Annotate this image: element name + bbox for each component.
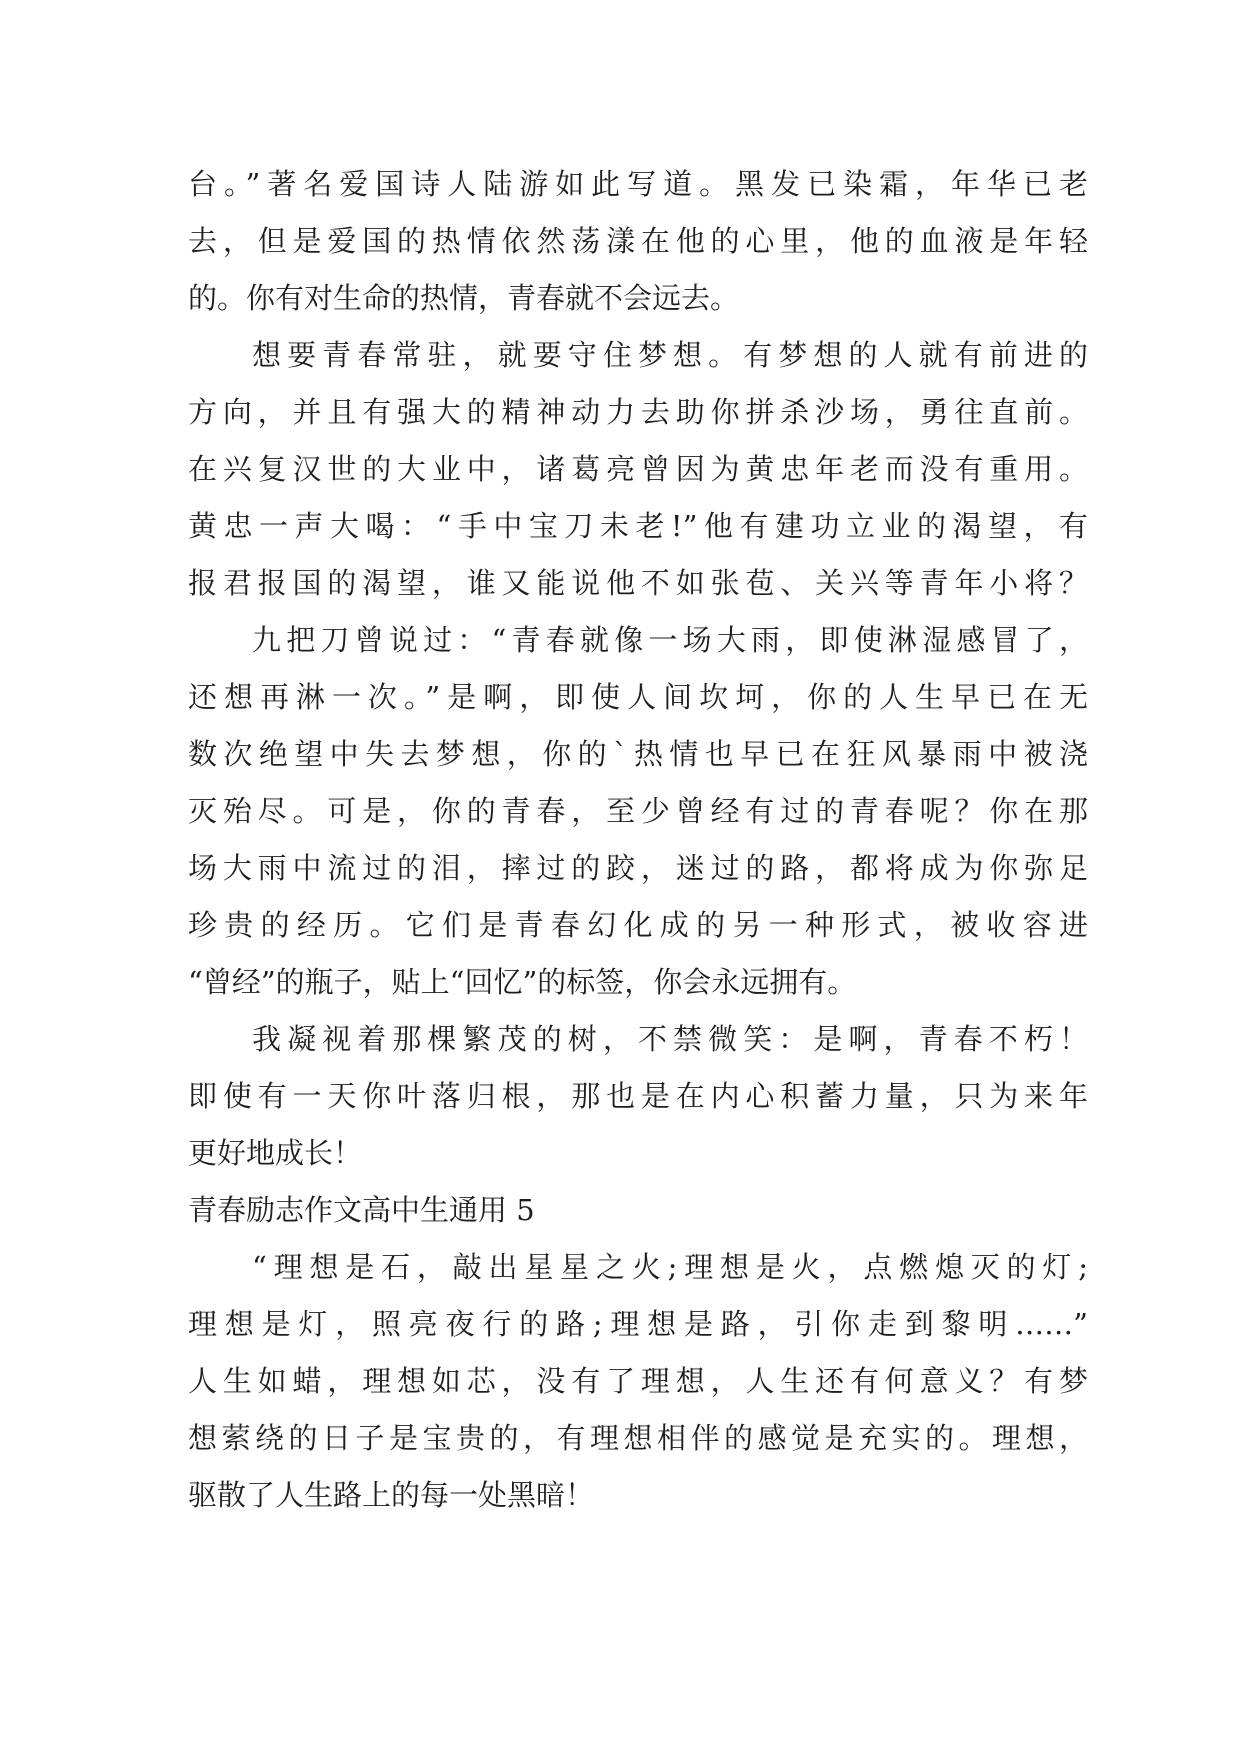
paragraph-line: 即使有一天你叶落归根，那也是在内心积蓄力量，只为来年 — [188, 1079, 1088, 1113]
paragraph-line: 想要青春常驻，就要守住梦想。有梦想的人就有前进的 — [252, 338, 1088, 372]
paragraph-line: 珍贵的经历。它们是青春幻化成的另一种形式，被收容进 — [188, 908, 1088, 942]
paragraph-line: 还想再淋一次。”是啊，即使人间坎坷，你的人生早已在无 — [188, 680, 1088, 714]
paragraph-line: 去，但是爱国的热情依然荡漾在他的心里，他的血液是年轻 — [188, 224, 1088, 258]
paragraph-line: “理想是石，敲出星星之火;理想是火，点燃熄灭的灯; — [252, 1250, 1088, 1284]
paragraph-line: 场大雨中流过的泪，摔过的跤，迷过的路，都将成为你弥足 — [188, 851, 1088, 885]
paragraph-4 — [188, 1011, 1088, 1182]
paragraph-line: 九把刀曾说过：“青春就像一场大雨，即使淋湿感冒了， — [252, 623, 1088, 657]
paragraph-line: “曾经”的瓶子，贴上“回忆”的标签，你会永远拥有。 — [188, 965, 857, 999]
paragraph-2 — [188, 327, 1088, 612]
paragraph-line: 方向，并且有强大的精神动力去助你拼杀沙场，勇往直前。 — [188, 395, 1088, 429]
paragraph-3 — [188, 612, 1088, 1011]
paragraph-1 — [188, 156, 1088, 327]
document-body — [188, 156, 1088, 1524]
paragraph-line: 灭殆尽。可是，你的青春，至少曾经有过的青春呢？你在那 — [188, 794, 1088, 828]
paragraph-line: 数次绝望中失去梦想，你的`热情也早已在狂风暴雨中被浇 — [188, 737, 1088, 771]
paragraph-line: 理想是灯，照亮夜行的路;理想是路，引你走到黎明……” — [188, 1307, 1088, 1341]
paragraph-line: 黄忠一声大喝：“手中宝刀未老!”他有建功立业的渴望，有 — [188, 509, 1088, 543]
paragraph-line: 驱散了人生路上的每一处黑暗！ — [188, 1478, 595, 1512]
paragraph-line: 报君报国的渴望，谁又能说他不如张苞、关兴等青年小将？ — [188, 566, 1088, 600]
paragraph-line: 人生如蜡，理想如芯，没有了理想，人生还有何意义？有梦 — [188, 1364, 1088, 1398]
paragraph-line: 台。”著名爱国诗人陆游如此写道。黑发已染霜，年华已老 — [188, 167, 1088, 201]
paragraph-line: 想萦绕的日子是宝贵的，有理想相伴的感觉是充实的。理想， — [188, 1421, 1088, 1455]
paragraph-line: 更好地成长！ — [188, 1136, 363, 1170]
paragraph-line: 在兴复汉世的大业中，诸葛亮曾因为黄忠年老而没有重用。 — [188, 452, 1088, 486]
section-paragraph-1 — [188, 1239, 1088, 1524]
paragraph-line: 的。你有对生命的热情，青春就不会远去。 — [188, 281, 740, 315]
section-title: 青春励志作文高中生通用 5 — [188, 1193, 535, 1227]
paragraph-line: 我凝视着那棵繁茂的树，不禁微笑：是啊，青春不朽！ — [252, 1022, 1088, 1056]
